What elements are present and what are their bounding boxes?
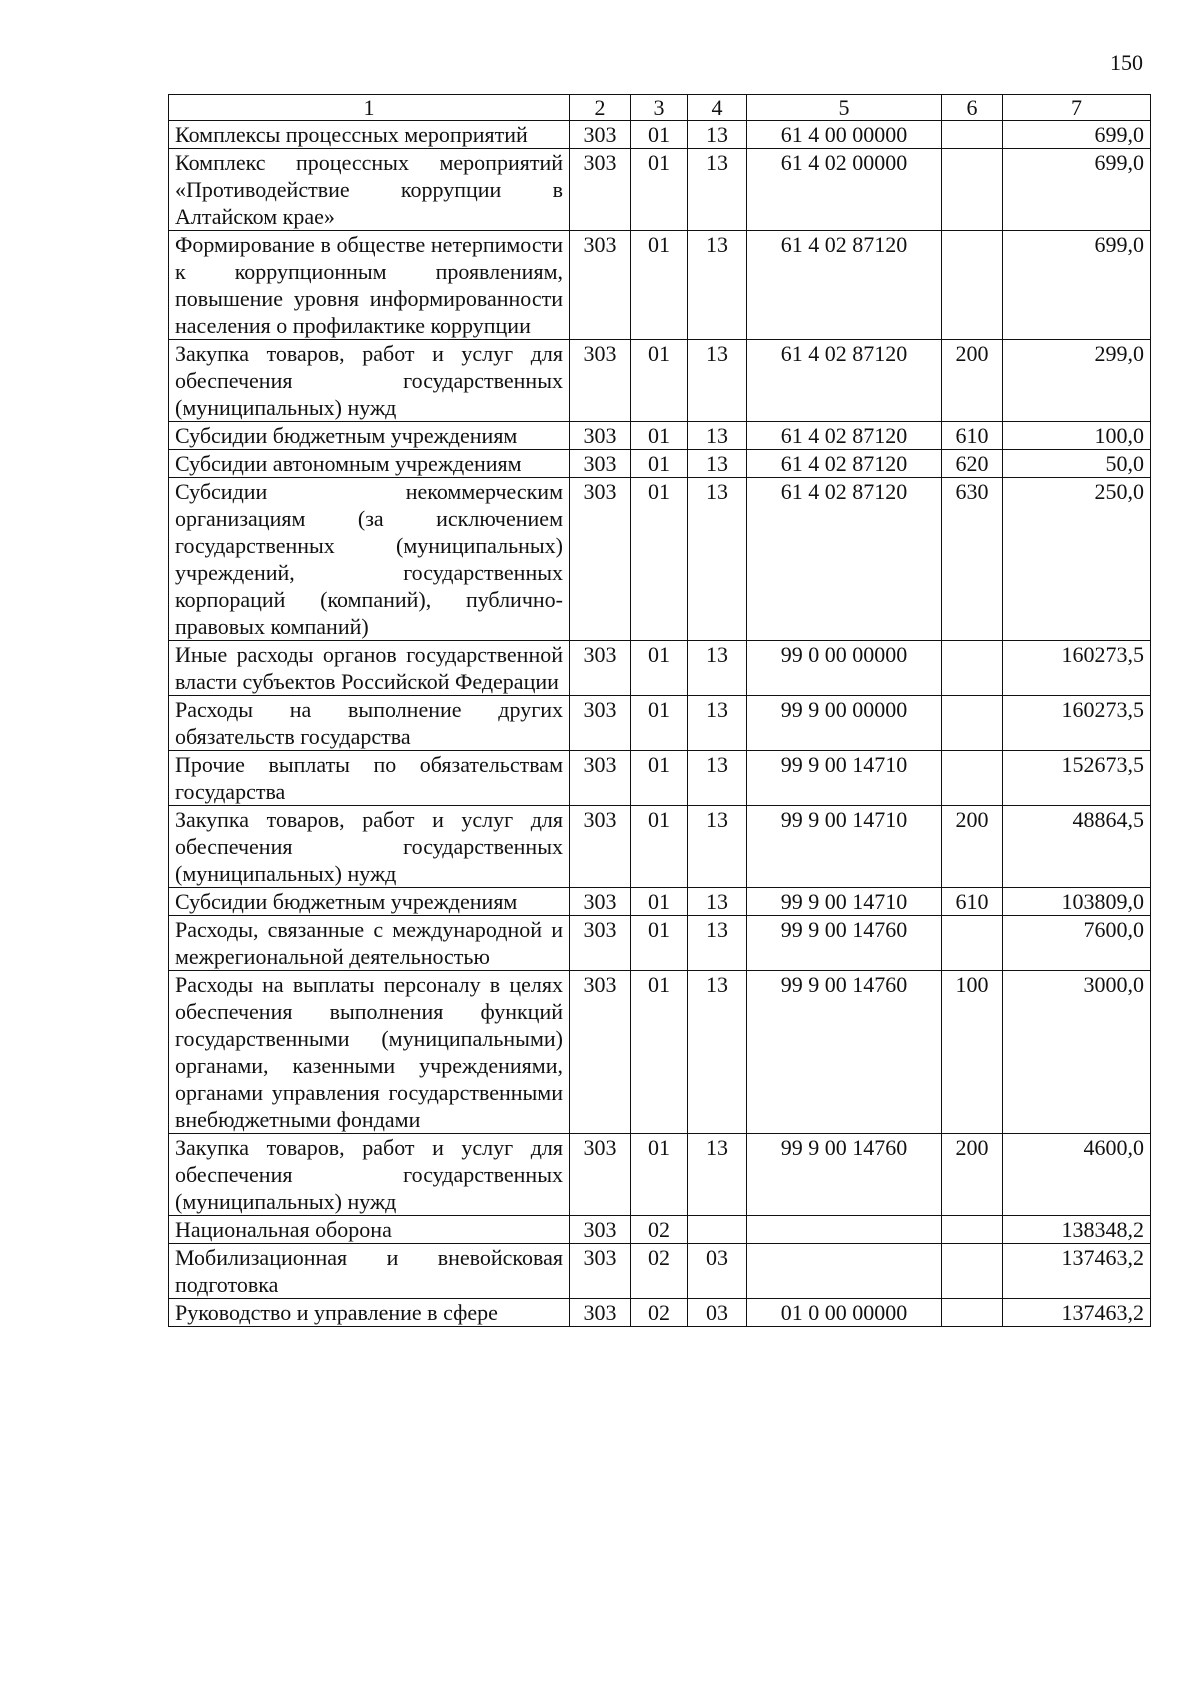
row-cell-c3: 01 bbox=[631, 641, 688, 696]
row-cell-c2: 303 bbox=[570, 696, 631, 751]
table-row bbox=[169, 751, 1151, 806]
row-cell-c2: 303 bbox=[570, 340, 631, 422]
row-cell-c6: 610 bbox=[942, 888, 1003, 916]
row-cell-c4: 13 bbox=[688, 149, 747, 231]
row-cell-c6 bbox=[942, 1216, 1003, 1244]
row-cell-c5: 99 9 00 14710 bbox=[747, 806, 942, 888]
column-header: 2 bbox=[570, 95, 631, 121]
row-cell-c3: 01 bbox=[631, 149, 688, 231]
row-cell-c7: 103809,0 bbox=[1003, 888, 1151, 916]
row-cell-c6: 100 bbox=[942, 971, 1003, 1134]
row-cell-c4: 03 bbox=[688, 1244, 747, 1299]
column-header: 5 bbox=[747, 95, 942, 121]
row-cell-c6: 610 bbox=[942, 422, 1003, 450]
row-cell-c5 bbox=[747, 1216, 942, 1244]
row-cell-c5: 99 9 00 14710 bbox=[747, 751, 942, 806]
row-cell-c3: 01 bbox=[631, 751, 688, 806]
row-cell-c7: 160273,5 bbox=[1003, 696, 1151, 751]
column-header: 7 bbox=[1003, 95, 1151, 121]
row-cell-c4: 13 bbox=[688, 450, 747, 478]
row-cell-c7: 3000,0 bbox=[1003, 971, 1151, 1134]
row-cell-c4 bbox=[688, 1216, 747, 1244]
row-name-cell: Субсидии бюджетным учреждениям bbox=[169, 888, 570, 916]
row-cell-c5: 61 4 02 87120 bbox=[747, 450, 942, 478]
table-row bbox=[169, 916, 1151, 971]
table-row bbox=[169, 696, 1151, 751]
budget-table bbox=[168, 94, 1151, 1327]
row-cell-c4: 13 bbox=[688, 641, 747, 696]
row-cell-c5: 61 4 02 87120 bbox=[747, 231, 942, 340]
row-name-cell: Закупка товаров, работ и услуг для обеспечения государственных (муниципальных) нужд bbox=[169, 1134, 570, 1216]
row-cell-c5 bbox=[747, 1244, 942, 1299]
table-row bbox=[169, 971, 1151, 1134]
row-cell-c4: 13 bbox=[688, 916, 747, 971]
column-header: 6 bbox=[942, 95, 1003, 121]
row-cell-c6 bbox=[942, 751, 1003, 806]
row-cell-c2: 303 bbox=[570, 149, 631, 231]
row-cell-c3: 01 bbox=[631, 121, 688, 149]
row-cell-c4: 13 bbox=[688, 478, 747, 641]
row-cell-c5: 99 9 00 14710 bbox=[747, 888, 942, 916]
row-cell-c5: 99 9 00 00000 bbox=[747, 696, 942, 751]
row-name-cell: Субсидии некоммерческим организациям (за исключением государственных (муниципальных) учреждений, государственных корпораций (компаний), публично-правовых компаний) bbox=[169, 478, 570, 641]
table-row bbox=[169, 1244, 1151, 1299]
row-cell-c4: 13 bbox=[688, 888, 747, 916]
row-cell-c6 bbox=[942, 231, 1003, 340]
header-row bbox=[169, 95, 1151, 121]
row-cell-c7: 699,0 bbox=[1003, 231, 1151, 340]
row-name-cell: Комплекс процессных мероприятий «Противодействие коррупции в Алтайском крае» bbox=[169, 149, 570, 231]
table-row bbox=[169, 888, 1151, 916]
table-row bbox=[169, 121, 1151, 149]
row-cell-c6 bbox=[942, 1244, 1003, 1299]
row-cell-c6 bbox=[942, 121, 1003, 149]
row-cell-c2: 303 bbox=[570, 751, 631, 806]
row-cell-c3: 01 bbox=[631, 450, 688, 478]
row-cell-c5: 99 9 00 14760 bbox=[747, 916, 942, 971]
row-cell-c6: 620 bbox=[942, 450, 1003, 478]
row-cell-c3: 01 bbox=[631, 478, 688, 641]
row-cell-c5: 61 4 02 87120 bbox=[747, 478, 942, 641]
row-cell-c6 bbox=[942, 1299, 1003, 1327]
row-cell-c2: 303 bbox=[570, 450, 631, 478]
row-cell-c7: 137463,2 bbox=[1003, 1299, 1151, 1327]
table-row bbox=[169, 1134, 1151, 1216]
row-cell-c2: 303 bbox=[570, 1216, 631, 1244]
row-cell-c6: 200 bbox=[942, 340, 1003, 422]
row-name-cell: Иные расходы органов государственной власти субъектов Российской Федерации bbox=[169, 641, 570, 696]
table-row bbox=[169, 478, 1151, 641]
row-cell-c2: 303 bbox=[570, 806, 631, 888]
row-cell-c5: 99 9 00 14760 bbox=[747, 1134, 942, 1216]
row-cell-c3: 01 bbox=[631, 422, 688, 450]
row-cell-c4: 13 bbox=[688, 971, 747, 1134]
row-cell-c4: 13 bbox=[688, 340, 747, 422]
row-cell-c3: 01 bbox=[631, 806, 688, 888]
page-number: 150 bbox=[1110, 50, 1143, 75]
row-cell-c3: 02 bbox=[631, 1299, 688, 1327]
row-cell-c5: 61 4 00 00000 bbox=[747, 121, 942, 149]
row-cell-c6 bbox=[942, 641, 1003, 696]
row-cell-c6: 200 bbox=[942, 1134, 1003, 1216]
row-cell-c3: 01 bbox=[631, 1134, 688, 1216]
row-cell-c7: 250,0 bbox=[1003, 478, 1151, 641]
row-cell-c5: 61 4 02 00000 bbox=[747, 149, 942, 231]
row-cell-c2: 303 bbox=[570, 231, 631, 340]
row-cell-c5: 61 4 02 87120 bbox=[747, 340, 942, 422]
table-row bbox=[169, 231, 1151, 340]
row-cell-c5: 99 0 00 00000 bbox=[747, 641, 942, 696]
row-cell-c6 bbox=[942, 149, 1003, 231]
table-row bbox=[169, 641, 1151, 696]
column-header: 1 bbox=[169, 95, 570, 121]
row-name-cell: Расходы на выполнение других обязательств государства bbox=[169, 696, 570, 751]
row-cell-c7: 152673,5 bbox=[1003, 751, 1151, 806]
row-name-cell: Субсидии автономным учреждениям bbox=[169, 450, 570, 478]
row-name-cell: Расходы на выплаты персоналу в целях обеспечения выполнения функций государственными (муниципальными) органами, казенными учреждениями, органами управления государственными внебюджетными фондами bbox=[169, 971, 570, 1134]
row-cell-c2: 303 bbox=[570, 422, 631, 450]
row-cell-c7: 50,0 bbox=[1003, 450, 1151, 478]
row-cell-c3: 01 bbox=[631, 971, 688, 1134]
row-cell-c4: 13 bbox=[688, 121, 747, 149]
row-cell-c4: 13 bbox=[688, 806, 747, 888]
row-name-cell: Субсидии бюджетным учреждениям bbox=[169, 422, 570, 450]
row-cell-c2: 303 bbox=[570, 1244, 631, 1299]
row-cell-c4: 03 bbox=[688, 1299, 747, 1327]
row-cell-c3: 01 bbox=[631, 888, 688, 916]
table-row bbox=[169, 806, 1151, 888]
row-cell-c2: 303 bbox=[570, 888, 631, 916]
row-name-cell: Расходы, связанные с международной и межрегиональной деятельностью bbox=[169, 916, 570, 971]
row-cell-c4: 13 bbox=[688, 751, 747, 806]
table-row bbox=[169, 1216, 1151, 1244]
row-cell-c5: 01 0 00 00000 bbox=[747, 1299, 942, 1327]
table-row bbox=[169, 422, 1151, 450]
row-cell-c7: 299,0 bbox=[1003, 340, 1151, 422]
row-cell-c3: 01 bbox=[631, 231, 688, 340]
table-row bbox=[169, 450, 1151, 478]
row-cell-c5: 61 4 02 87120 bbox=[747, 422, 942, 450]
row-name-cell: Национальная оборона bbox=[169, 1216, 570, 1244]
row-cell-c2: 303 bbox=[570, 641, 631, 696]
row-cell-c7: 48864,5 bbox=[1003, 806, 1151, 888]
row-cell-c7: 7600,0 bbox=[1003, 916, 1151, 971]
row-cell-c7: 100,0 bbox=[1003, 422, 1151, 450]
row-cell-c3: 01 bbox=[631, 340, 688, 422]
row-cell-c4: 13 bbox=[688, 1134, 747, 1216]
row-name-cell: Комплексы процессных мероприятий bbox=[169, 121, 570, 149]
row-name-cell: Прочие выплаты по обязательствам государства bbox=[169, 751, 570, 806]
row-cell-c4: 13 bbox=[688, 696, 747, 751]
row-name-cell: Руководство и управление в сфере bbox=[169, 1299, 570, 1327]
row-cell-c6 bbox=[942, 696, 1003, 751]
column-header: 3 bbox=[631, 95, 688, 121]
row-cell-c4: 13 bbox=[688, 422, 747, 450]
row-cell-c7: 699,0 bbox=[1003, 121, 1151, 149]
row-name-cell: Закупка товаров, работ и услуг для обеспечения государственных (муниципальных) нужд bbox=[169, 806, 570, 888]
row-cell-c3: 02 bbox=[631, 1244, 688, 1299]
row-name-cell: Формирование в обществе нетерпимости к коррупционным проявлениям, повышение уровня информированности населения о профилактике коррупции bbox=[169, 231, 570, 340]
row-cell-c2: 303 bbox=[570, 1299, 631, 1327]
row-cell-c6 bbox=[942, 916, 1003, 971]
row-cell-c3: 01 bbox=[631, 696, 688, 751]
row-cell-c4: 13 bbox=[688, 231, 747, 340]
row-cell-c2: 303 bbox=[570, 916, 631, 971]
row-cell-c5: 99 9 00 14760 bbox=[747, 971, 942, 1134]
table-row bbox=[169, 1299, 1151, 1327]
row-cell-c6: 630 bbox=[942, 478, 1003, 641]
column-header: 4 bbox=[688, 95, 747, 121]
row-cell-c2: 303 bbox=[570, 1134, 631, 1216]
row-cell-c2: 303 bbox=[570, 121, 631, 149]
row-cell-c7: 4600,0 bbox=[1003, 1134, 1151, 1216]
row-cell-c7: 138348,2 bbox=[1003, 1216, 1151, 1244]
table-row bbox=[169, 340, 1151, 422]
row-cell-c3: 01 bbox=[631, 916, 688, 971]
row-cell-c3: 02 bbox=[631, 1216, 688, 1244]
row-cell-c7: 160273,5 bbox=[1003, 641, 1151, 696]
row-cell-c2: 303 bbox=[570, 971, 631, 1134]
table-row bbox=[169, 149, 1151, 231]
row-cell-c6: 200 bbox=[942, 806, 1003, 888]
row-cell-c2: 303 bbox=[570, 478, 631, 641]
row-cell-c7: 137463,2 bbox=[1003, 1244, 1151, 1299]
row-name-cell: Мобилизационная и вневойсковая подготовка bbox=[169, 1244, 570, 1299]
row-cell-c7: 699,0 bbox=[1003, 149, 1151, 231]
row-name-cell: Закупка товаров, работ и услуг для обеспечения государственных (муниципальных) нужд bbox=[169, 340, 570, 422]
